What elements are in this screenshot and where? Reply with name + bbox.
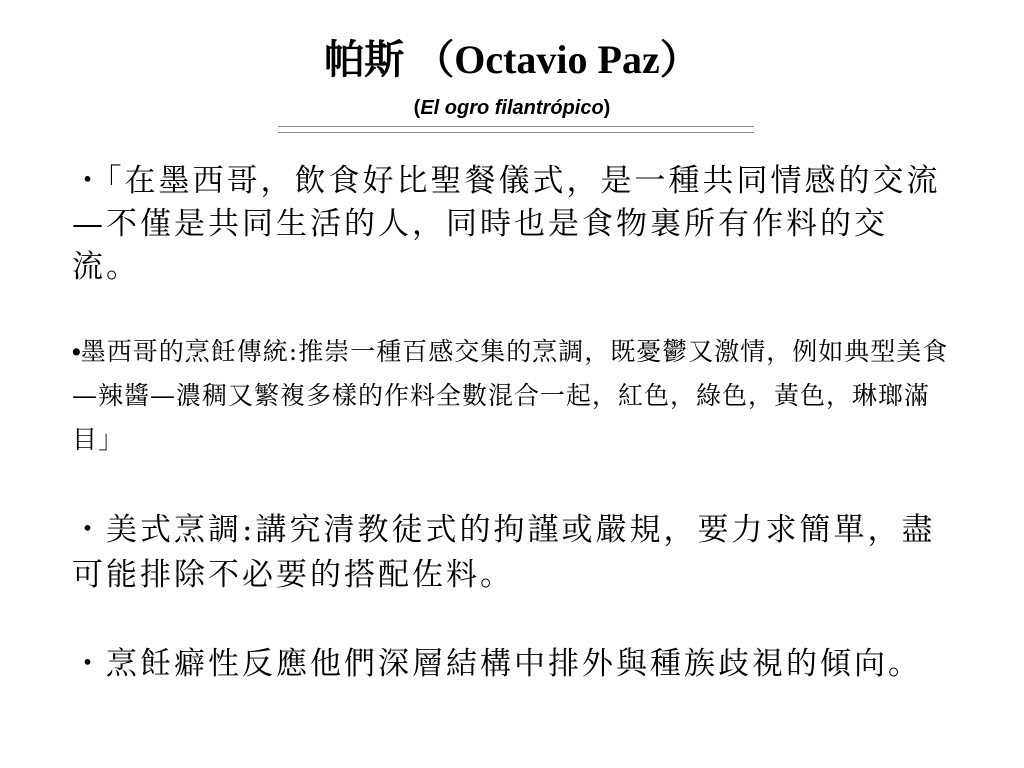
bullet-marker: ・	[72, 512, 106, 548]
title-divider-bottom	[278, 132, 754, 133]
subtitle-open-paren: (	[413, 97, 421, 119]
paragraph-text: 墨西哥的烹飪傳統:推崇一種百感交集的烹調，既憂鬱又激情，例如典型美食—辣醬—濃稠又繁複多樣的作料全數混合一起，紅色，綠色，黃色，琳瑯滿目」	[72, 337, 949, 454]
paragraph-american-cooking	[72, 508, 952, 598]
paragraph-text: 美式烹調:講究清教徒式的拘謹或嚴規，要力求簡單，盡可能排除不必要的搭配佐料。	[72, 512, 936, 593]
bullet-marker: ・	[72, 163, 106, 199]
bullet-marker: •	[72, 338, 81, 366]
paragraph-text: 「在墨西哥，飲食好比聖餐儀式，是一種共同情感的交流—不僅是共同生活的人，同時也是食物裏所有作料的交流。	[72, 163, 941, 285]
paragraph-culinary-tendency	[72, 642, 952, 687]
subtitle-book-title: El ogro filantrópico	[420, 97, 604, 119]
paragraph-mexican-tradition	[72, 330, 952, 462]
slide-subtitle	[0, 96, 1024, 120]
title-divider-top	[278, 126, 754, 127]
bullet-marker: ・	[72, 646, 106, 682]
slide-title: 帕斯 （Octavio Paz）	[324, 37, 700, 82]
subtitle-close-paren: )	[603, 97, 611, 119]
paragraph-text: 烹飪癖性反應他們深層結構中排外與種族歧視的傾向。	[106, 646, 922, 682]
paragraph-mexican-dining	[72, 160, 952, 289]
